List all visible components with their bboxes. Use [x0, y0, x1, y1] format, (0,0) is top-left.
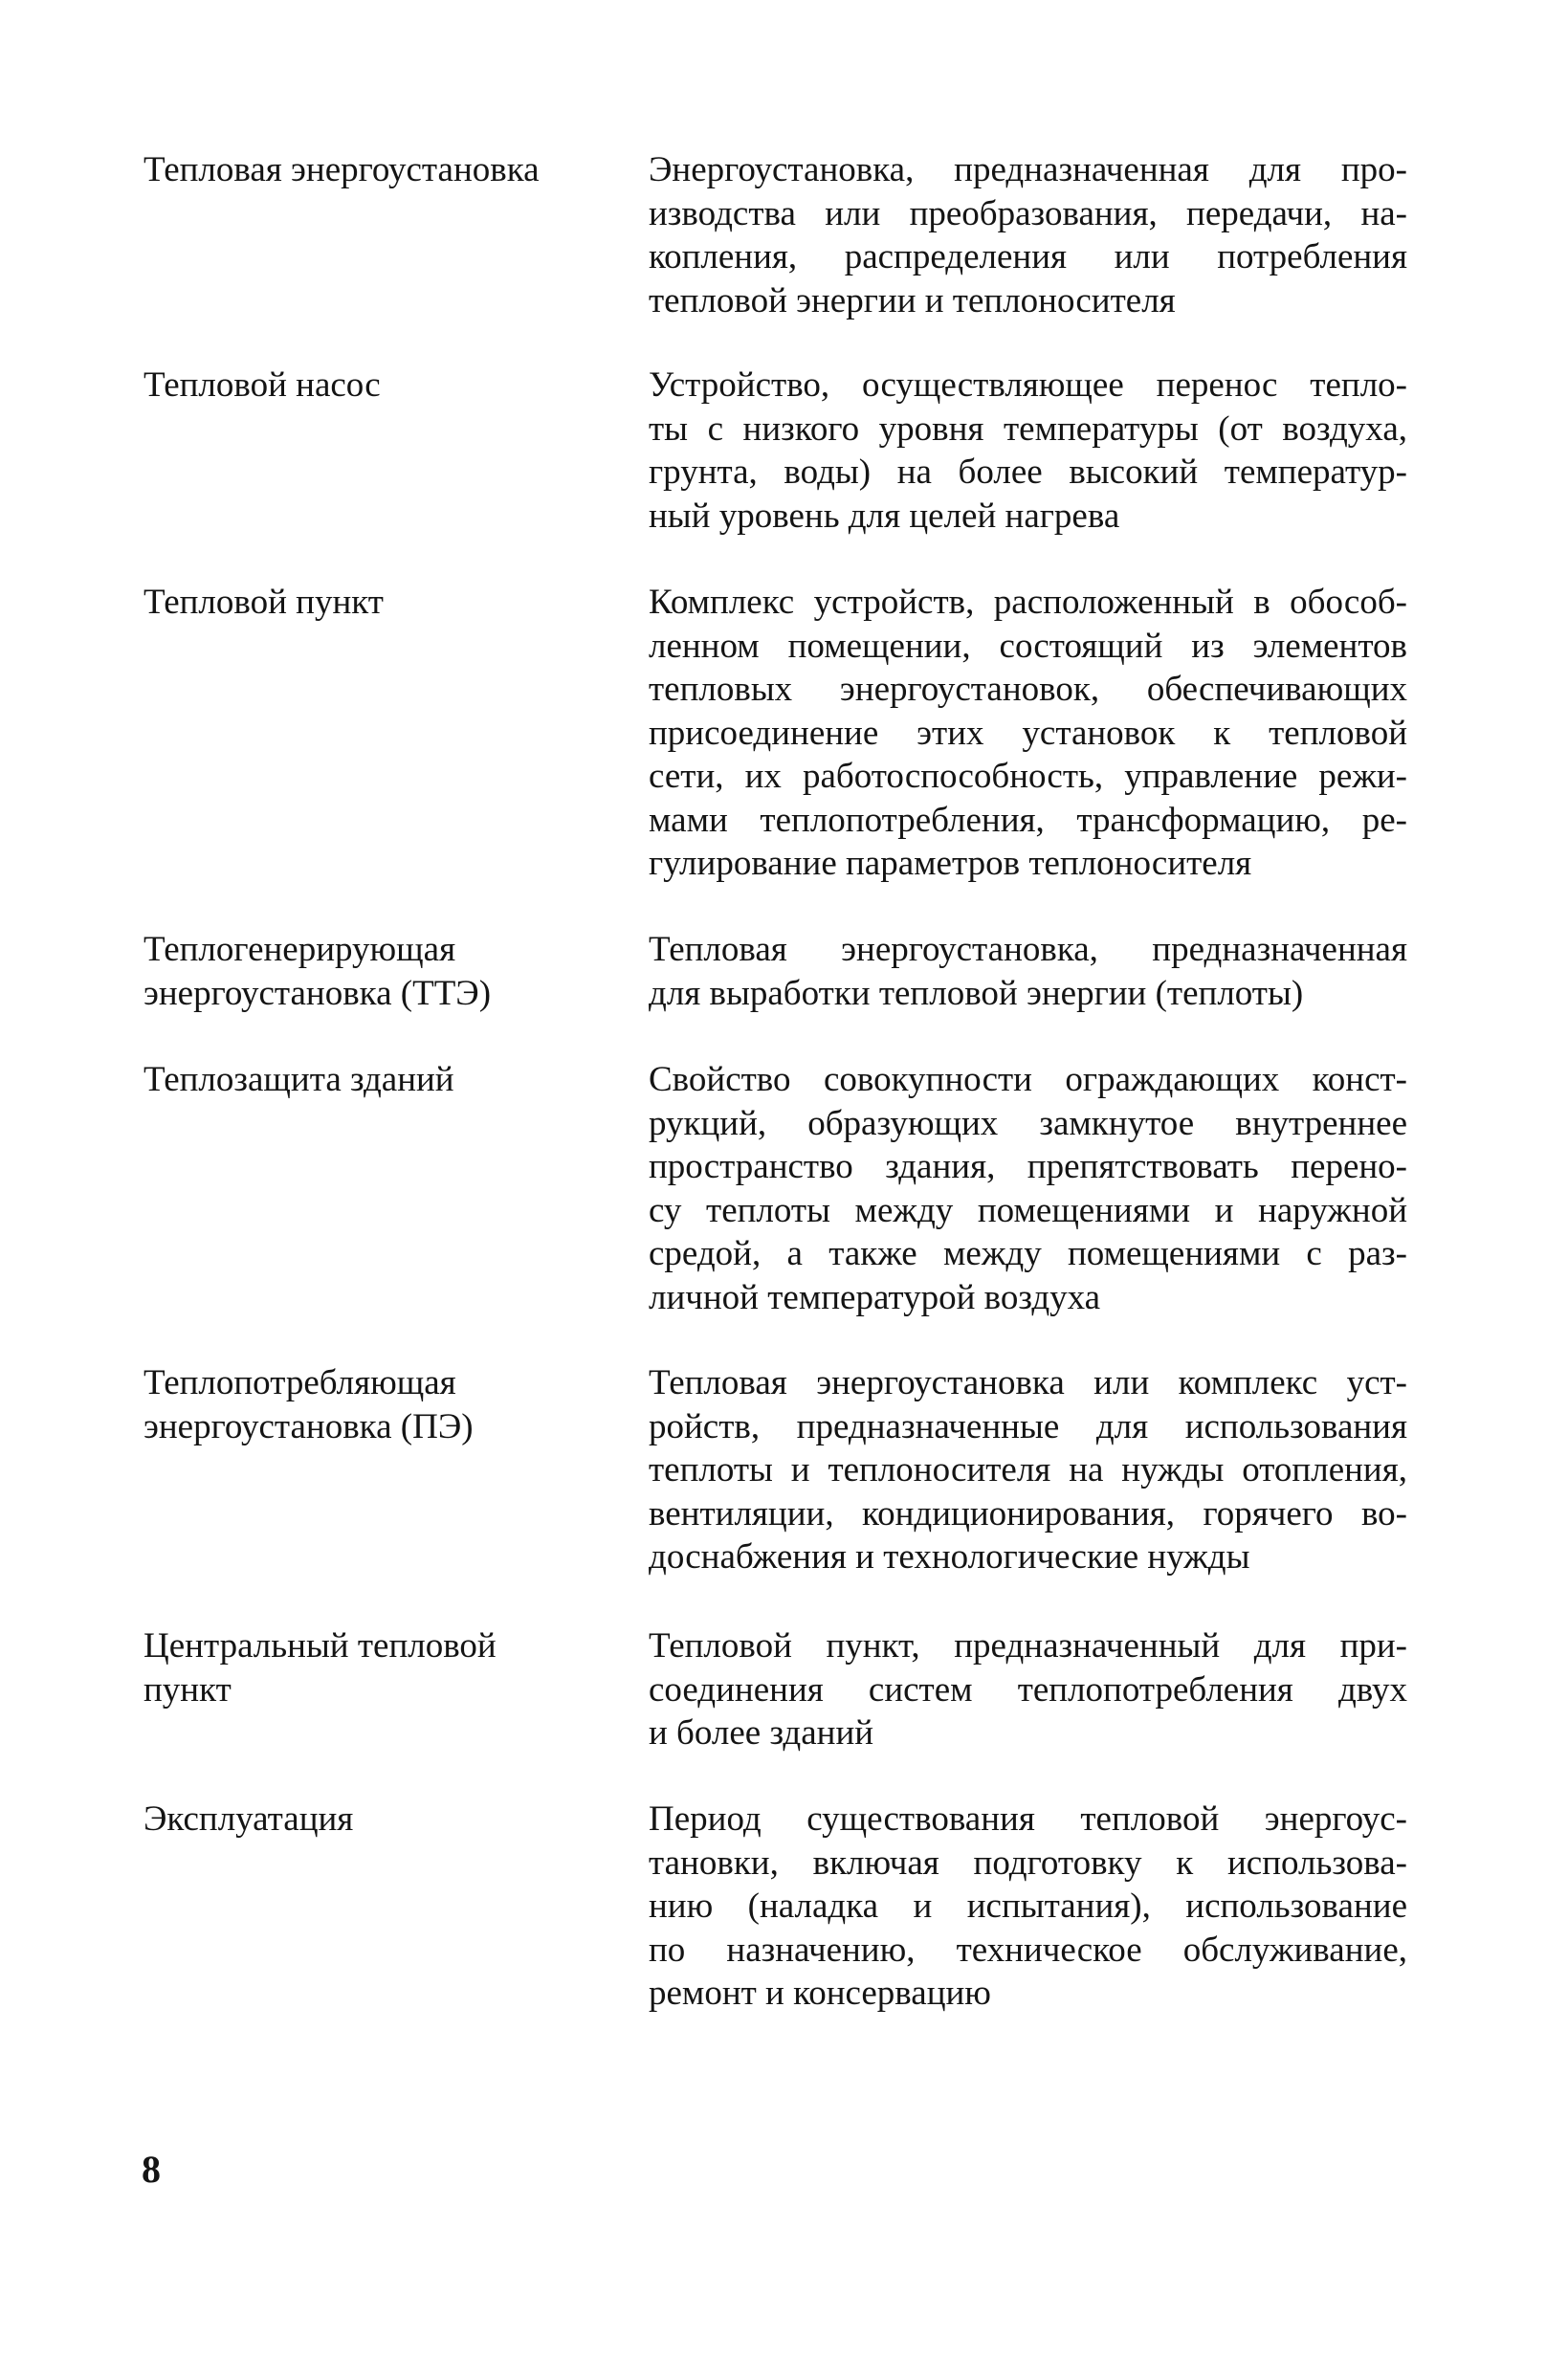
term-line: Теплопотребляющая [144, 1363, 456, 1402]
definition-line: Тепловая энергоустановка или комплекс уст- [649, 1363, 1407, 1402]
definition-line: пространство здания, препятствовать перено- [649, 1147, 1407, 1186]
definition [649, 1624, 1407, 1755]
definition-line: Устройство, осуществляющее перенос тепло- [649, 365, 1407, 405]
definition [649, 1058, 1407, 1319]
definition-line: средой, а также между помещениями с раз- [649, 1234, 1407, 1273]
term [144, 148, 641, 192]
definition-line: по назначению, техническое обслуживание, [649, 1930, 1407, 1970]
definition-line: для выработки тепловой энергии (теплоты) [649, 973, 1304, 1013]
definition-line: доснабжения и технологические нужды [649, 1537, 1250, 1577]
definition [649, 1798, 1407, 2016]
definition-line: копления, распределения или потребления [649, 237, 1407, 276]
definition-line: мами теплопотребления, трансформацию, ре- [649, 800, 1407, 840]
definition-line: Свойство совокупности ограждающих конст- [649, 1060, 1407, 1099]
definition [649, 928, 1407, 1015]
definition-line: тановки, включая подготовку к использова- [649, 1842, 1407, 1883]
definition-line: ройств, предназначенные для использования [649, 1406, 1407, 1446]
definition [649, 148, 1407, 322]
definition-line: ремонт и консервацию [649, 1974, 991, 2013]
term-line: энергоустановка (ТТЭ) [144, 973, 492, 1013]
definition-line: вентиляции, кондиционирования, горячего во- [649, 1493, 1407, 1534]
term [144, 1624, 641, 1711]
term-line: пункт [144, 1669, 232, 1710]
definition-line: изводства или преобразования, передачи, на- [649, 193, 1407, 233]
definition-line: ты с низкого уровня температуры (от воздуха, [649, 408, 1407, 449]
term-line: Теплогенерирующая [144, 930, 456, 969]
definition-line: тепловых энергоустановок, обеспечивающих [649, 670, 1407, 709]
term [144, 1058, 641, 1102]
term-line: Эксплуатация [144, 1799, 354, 1839]
definition-line: рукций, образующих замкнутое внутреннее [649, 1103, 1407, 1143]
definition-line: присоединение этих установок к тепловой [649, 713, 1407, 753]
definition-line: ленном помещении, состоящий из элементов [649, 626, 1407, 666]
page-number: 8 [142, 2148, 161, 2191]
term-line: Тепловой насос [144, 365, 381, 405]
definition-line: Тепловая энергоустановка, предназначенная [649, 930, 1407, 969]
definition-line: сети, их работоспособность, управление режи- [649, 757, 1407, 796]
term [144, 581, 641, 625]
definition [649, 364, 1407, 538]
definition-line: личной температурой воздуха [649, 1277, 1101, 1317]
definition-line: соединения систем теплопотребления двух [649, 1669, 1407, 1710]
term [144, 1361, 641, 1448]
term-line: Центральный тепловой [144, 1626, 497, 1666]
definition-line: Тепловой пункт, предназначенный для при- [649, 1626, 1407, 1666]
term-line: Теплозащита зданий [144, 1060, 454, 1099]
definition-line: и более зданий [649, 1713, 874, 1753]
term-line: Тепловой пункт [144, 583, 384, 622]
definition [649, 581, 1407, 886]
term [144, 1798, 641, 1842]
term-line: энергоустановка (ПЭ) [144, 1406, 474, 1446]
definition-line: теплоты и теплоносителя на нужды отопления, [649, 1450, 1407, 1489]
definition-line: нию (наладка и испытания), использование [649, 1887, 1407, 1926]
definition-line: су теплоты между помещениями и наружной [649, 1190, 1407, 1230]
term [144, 364, 641, 408]
definition-line: гулирование параметров теплоносителя [649, 844, 1252, 883]
definition-line: грунта, воды) на более высокий температур- [649, 452, 1407, 492]
term-line: Тепловая энергоустановка [144, 150, 540, 189]
definition-line: тепловой энергии и теплоносителя [649, 280, 1176, 320]
definition-line: Период существования тепловой энергоус- [649, 1799, 1407, 1839]
definition-line: ный уровень для целей нагрева [649, 496, 1120, 536]
definition-line: Энергоустановка, предназначенная для про- [649, 150, 1407, 189]
definition-line: Комплекс устройств, расположенный в обособ- [649, 583, 1407, 622]
term [144, 928, 641, 1015]
definition [649, 1361, 1407, 1579]
